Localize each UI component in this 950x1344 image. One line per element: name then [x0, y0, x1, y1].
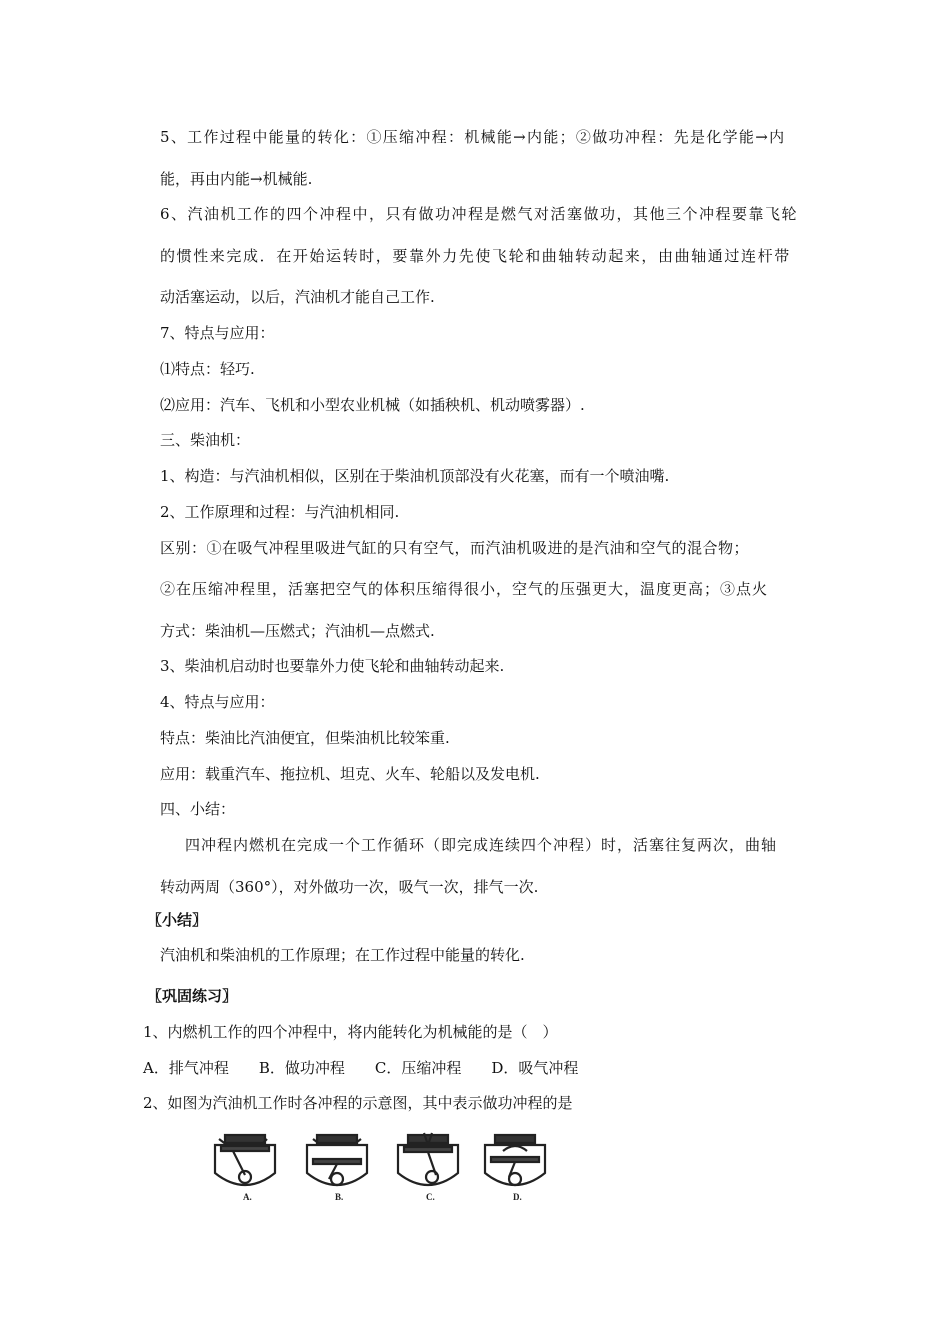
text-line-19: 四、小结：	[160, 800, 236, 818]
text-line-11: 2、工作原理和过程：与汽油机相同.	[160, 503, 400, 521]
text-line-14: 方式：柴油机—压燃式；汽油机—点燃式.	[160, 622, 435, 640]
engine-diagram-d	[485, 1135, 545, 1185]
text-line-4: 的惯性来完成．在开始运转时，要靠外力先使飞轮和曲轴转动起来，由曲轴通过连杆带	[160, 247, 791, 265]
text-line-13: ②在压缩冲程里，活塞把空气的体积压缩得很小，空气的压强更大，温度更高；③点火	[160, 580, 769, 598]
question-1: 1、内燃机工作的四个冲程中，将内能转化为机械能的是（ ）	[143, 1023, 558, 1041]
text-line-20: 四冲程内燃机在完成一个工作循环（即完成连续四个冲程）时，活塞往复两次，曲轴	[185, 836, 778, 854]
text-line-17: 特点：柴油比汽油便宜，但柴油机比较笨重.	[160, 729, 450, 747]
question-1-options: A．排气冲程 B．做功冲程 C．压缩冲程 D．吸气冲程	[143, 1059, 579, 1077]
text-line-18: 应用：载重汽车、拖拉机、坦克、火车、轮船以及发电机.	[160, 765, 540, 783]
text-line-9: 三、柴油机：	[160, 431, 251, 449]
text-line-23: 汽油机和柴油机的工作原理；在工作过程中能量的转化.	[160, 946, 525, 964]
figure-label-c: C.	[426, 1192, 435, 1202]
text-line-12: 区别：①在吸气冲程里吸进气缸的只有空气，而汽油机吸进的是汽油和空气的混合物；	[160, 539, 750, 557]
question-2: 2、如图为汽油机工作时各冲程的示意图，其中表示做功冲程的是	[143, 1094, 573, 1112]
engine-diagram-b	[307, 1135, 367, 1185]
text-line-6: 7、特点与应用：	[160, 324, 275, 342]
engine-diagram-a	[215, 1135, 275, 1185]
text-line-3: 6、汽油机工作的四个冲程中，只有做功冲程是燃气对活塞做功，其他三个冲程要靠飞轮	[160, 205, 799, 223]
figure-label-b: B.	[335, 1192, 344, 1202]
text-line-8: ⑵应用：汽车、飞机和小型农业机械（如插秧机、机动喷雾器）.	[160, 396, 585, 414]
text-line-16: 4、特点与应用：	[160, 693, 275, 711]
text-line-2: 能，再由内能→机械能.	[160, 170, 313, 188]
figure-label-d: D.	[513, 1192, 522, 1202]
section-heading-summary: 〖小结〗	[147, 911, 208, 929]
text-line-15: 3、柴油机启动时也要靠外力使飞轮和曲轴转动起来.	[160, 657, 505, 675]
section-heading-exercises: 〖巩固练习〗	[147, 987, 238, 1005]
text-line-10: 1、构造：与汽油机相似，区别在于柴油机顶部没有火花塞，而有一个喷油嘴.	[160, 467, 670, 485]
text-line-5: 动活塞运动，以后，汽油机才能自己工作.	[160, 288, 435, 306]
engine-stroke-diagrams	[203, 1127, 548, 1202]
text-line-21: 转动两周（360°），对外做功一次，吸气一次，排气一次.	[160, 878, 539, 896]
text-line-1: 5、工作过程中能量的转化：①压缩冲程：机械能→内能；②做功冲程：先是化学能→内	[160, 128, 786, 146]
engine-diagram-c	[398, 1133, 458, 1185]
figure-label-a: A.	[243, 1192, 252, 1202]
text-line-7: ⑴特点：轻巧.	[160, 360, 255, 378]
